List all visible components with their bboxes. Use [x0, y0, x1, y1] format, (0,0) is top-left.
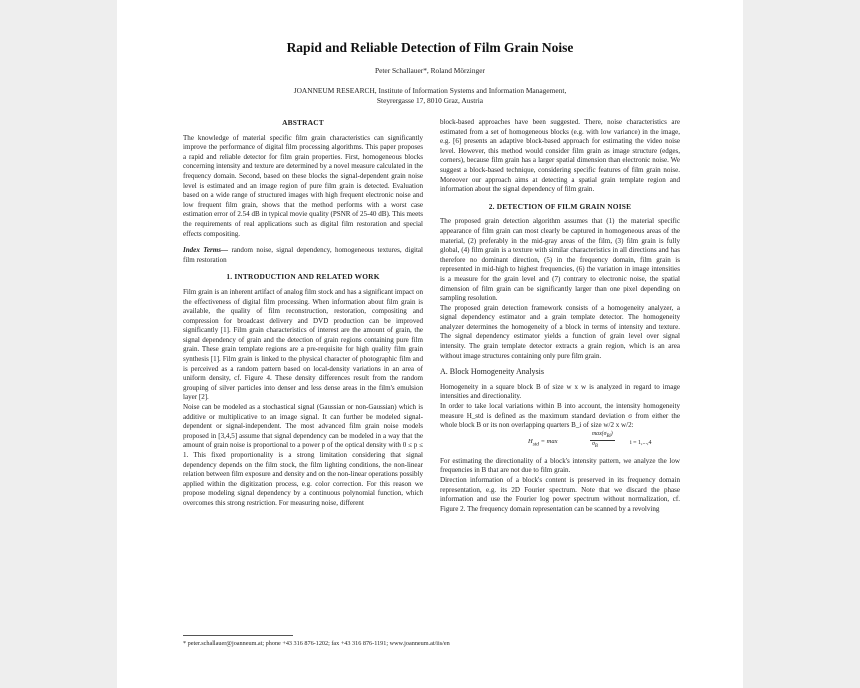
subsection-a-paragraph-3: For estimating the directionality of a block's intensity pattern, we analyze the low frequencies in B that are not due to film grain. — [440, 456, 680, 475]
paper-title: Rapid and Reliable Detection of Film Grain Noise — [286, 40, 574, 55]
section1-paragraph-1: Film grain is an inherent artifact of analog film stock and has a significant impact on the effectiveness of digital film processing. When information about film grain is available, the quality of film reconstruction, restoration, compositing and compression for broadcast delivery and DVD production can be improved significantly [1]. Film grain characteristics of interest are the amount of grain, the signal dependency of grain and the detection of grain regions containing pure film grain. These grain template regions are a pre-requisite for high quality film grain synthesis [1]. Film grain is linked to the physical character of photographic film and is perceived as a random pattern based on local-density variations in an area of uniform density, cf. Figure 4. These density differences result from the random grouping of silver particles into denser and less dense areas in the film's emulsion layer [2]. — [183, 287, 423, 402]
equation-lhs: $H_{std} = \max$ — [528, 437, 558, 448]
affiliation — [117, 86, 743, 106]
affiliation-line-1: JOANNEUM RESEARCH, Institute of Information Systems and Information Management, — [293, 86, 567, 95]
subsection-a-heading: A. Block Homogeneity Analysis — [440, 367, 544, 377]
footnote-rule — [183, 635, 293, 636]
subsection-a-paragraph-1: Homogeneity in a square block B of size w x w is analyzed in regard to image intensities and directionality. — [440, 382, 680, 401]
section2-paragraph-1: The proposed grain detection algorithm assumes that (1) the material specific appearance of film grain can most clearly be captured in homogeneous areas of the material, (2) preferably in the mid-gray areas of the film, (3) film grain is fully global, (4) film grain is a texture with similar characteristics in all directions and has therefore no dominant direction, (5) in the frequency domain, film grain is represented in mid-high to highest frequencies, (6) the variation in image intensities is a measure for the grain level and (7) contrary to electronic noise, the spatial dimension of film grain can be significantly larger than one pixel depending on sampling resolution. — [440, 217, 680, 303]
equation-range: i = 1,...,4 — [630, 439, 652, 446]
section1-paragraph-2: Noise can be modeled as a stochastical signal (Gaussian or non-Gaussian) which is additive or multiplicative to an image signal. It can further be modeled signal-dependent or signal-independent. The most advanced film grain noise models proposed in [3,4,5] assume that signal dependency can be modeled in a way that the amount of grain noise is proportional to a power p of the optical density with 0 ≤ p ≤ 1. This fixed proportionality is a strong limitation considering that signal dependency depends on the film stock, the film lighting conditions, the non-linear relation between film exposure and density and on the non-linear operations possibly applied within the digitization process, e.g. color correction. For this reason we propose modeling signal dependency by a continuous polynomial function, which overcomes this strong restriction. For measuring noise, different — [183, 403, 423, 507]
equation-fraction: $\max(\sigma_{Bi})$ $\sigma_B$ — [592, 430, 613, 450]
subsection-a-paragraph-2: In order to take local variations within B into account, the intensity homogeneity measure H_std is defined as the maximum standard deviation σ from either the whole block B or its non overlapping quarters B_i of size w/2 x w/2: — [440, 402, 680, 430]
paper-page — [117, 0, 743, 688]
affiliation-line-2: Steyrergasse 17, 8010 Graz, Austria — [376, 96, 484, 105]
index-terms-text: random noise, signal dependency, homogeneous textures, digital film restoration — [183, 246, 423, 264]
left-column — [183, 118, 423, 509]
authors: Peter Schallauer*, Roland Mörzinger — [374, 66, 485, 75]
abstract-text: The knowledge of material specific film grain characteristics can significantly improve the performance of digital film processing algorithms. This paper proposes a rapid and reliable detector for film grain properties. First, homogeneous blocks concerning intensity and texture are determined by a novel measure calculated in the frequency domain. Second, based on these blocks the signal-dependent grain noise level is estimated and an image region of pure film grain is detected. Evaluation based on a wide range of structured images with high frequent electronic noise and low frequent film grain, shows that the method performs with a worst case estimation error of 2.54 dB in typical movie quality (PSNR of 25-40 dB). This meets the requirements of real applications such as digital film restoration and special effects compositing. — [183, 133, 423, 238]
section2-paragraph-2: The proposed grain detection framework consists of a homogeneity analyzer, a signal dependency estimator and a grain template detector. The homogeneity analyzer determines the homogeneity of a block in terms of intensity and texture. The signal dependency estimator yields a function of grain level over signal intensity. The grain template detector extracts a grain region, which is an area without image structures containing only pure film grain. — [440, 303, 680, 360]
abstract-heading: ABSTRACT — [282, 118, 324, 127]
footnote: * peter.schallauer@joanneum.at; phone +43 316 876-1202; fax +43 316 876-1191; www.joanneum.at/iis/en — [183, 640, 450, 647]
section2-heading: 2. DETECTION OF FILM GRAIN NOISE — [488, 201, 632, 211]
section1-heading: 1. INTRODUCTION AND RELATED WORK — [226, 272, 380, 282]
index-terms-label: Index Terms— — [183, 246, 229, 255]
subsection-a-paragraph-4: Direction information of a block's content is preserved in its frequency domain representation, e.g. its 2D Fourier spectrum. Note that we discard the phase information and use the Fourier log power spectrum without normalization, cf. Figure 2. The frequency domain representation can be scanned by a revolving — [440, 476, 680, 513]
equation-hstd — [440, 431, 680, 457]
right-intro: block-based approaches have been suggested. There, noise characteristics are estimated from a set of homogeneous blocks (e.g. with low variance) in the image, e.g. [6] presents an adaptive block-based approach for estimating the video noise level. However, this method would consider film grain as image structure (edges, corners), because film grain has a larger spatial dimension than electronic noise. We suggest a block-based technique, considering specific features of film grain noise. Moreover our approach aims at detecting a spatial grain template region and information about the signal dependency of film grain. — [440, 118, 680, 194]
right-column — [440, 118, 680, 514]
index-terms — [183, 246, 423, 265]
